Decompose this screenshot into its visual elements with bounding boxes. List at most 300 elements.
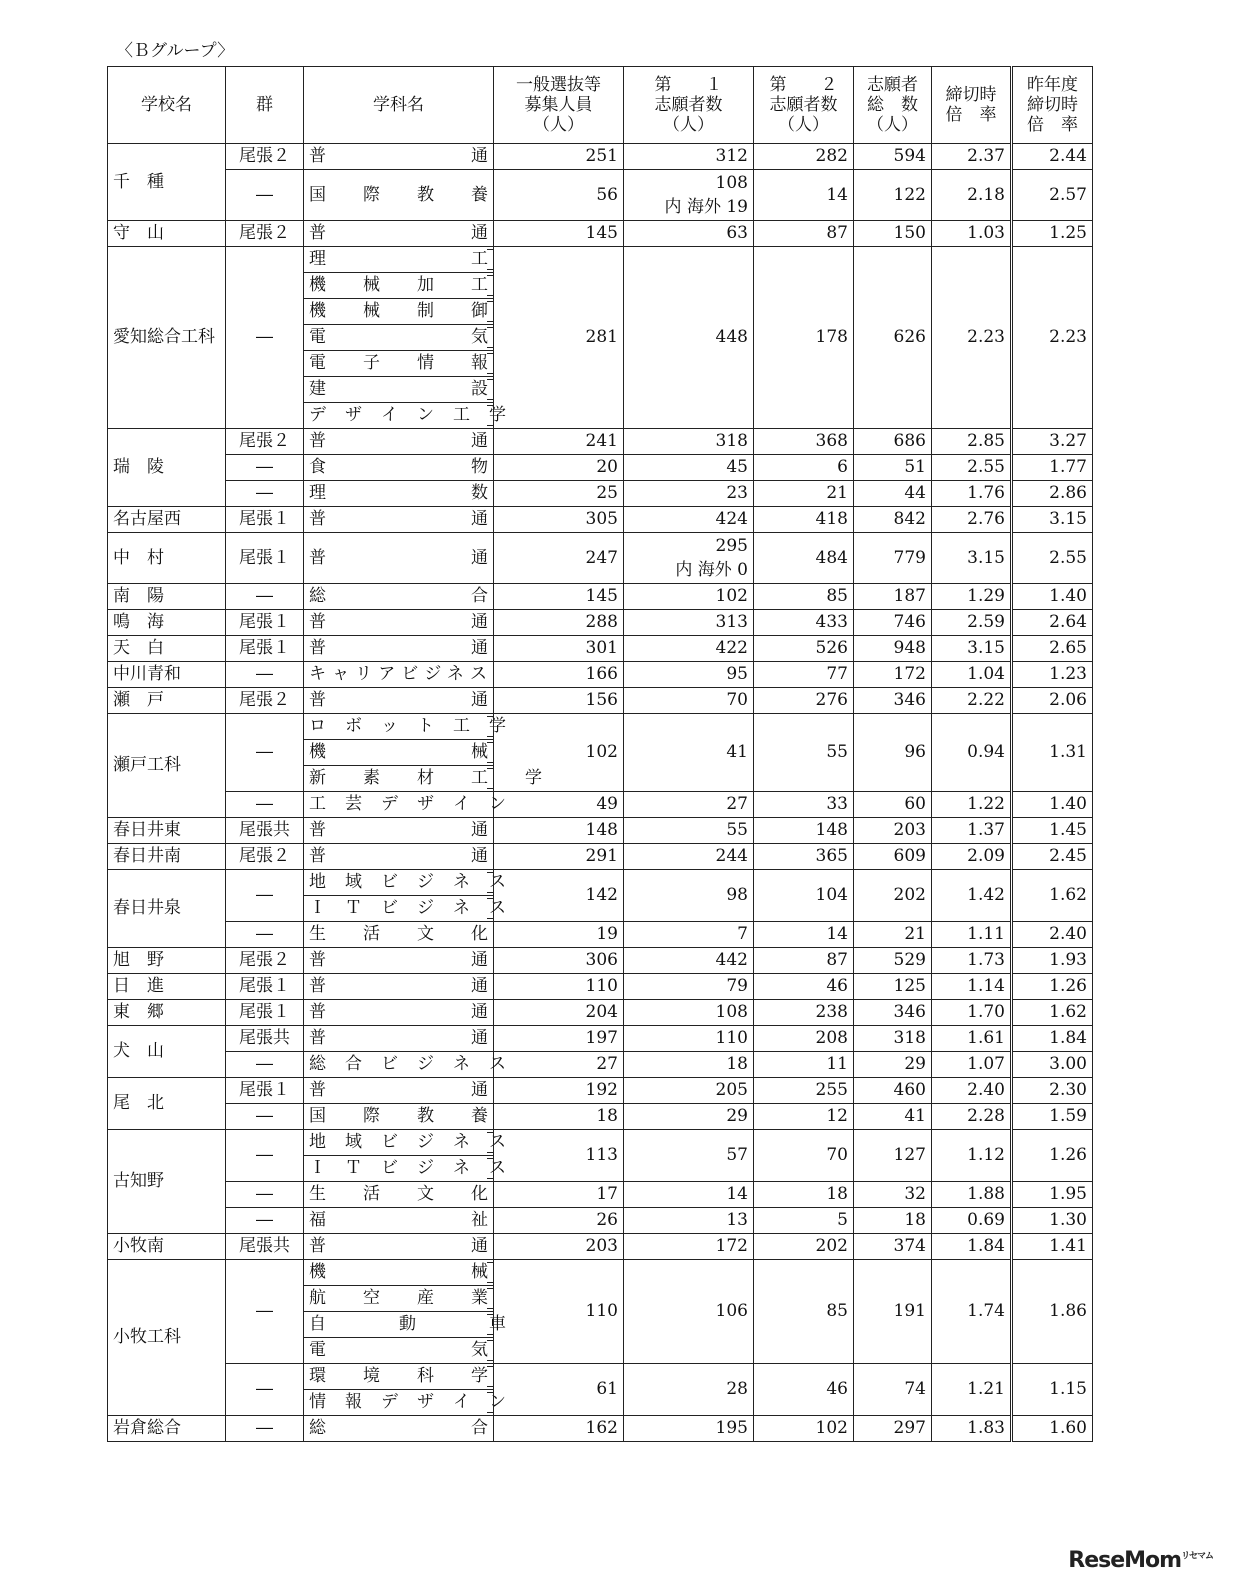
school-name: 日 進 (108, 974, 226, 1000)
dept-name: 生 活 文 化 (304, 922, 494, 948)
dept-name: 普 通 (304, 144, 494, 170)
capacity-cell: 192 (494, 1078, 624, 1104)
second-applicants-cell: 77 (754, 662, 854, 688)
dept-name: 生 活 文 化 (304, 1182, 494, 1208)
prev-ratio-cell: 1.77 (1012, 455, 1093, 481)
header-capacity: 一般選抜等 募集人員 （人） (494, 67, 624, 144)
school-name: 南 陽 (108, 584, 226, 610)
total-applicants-cell: 686 (854, 429, 932, 455)
dept-name: 電 気 (304, 325, 494, 351)
ratio-cell: 1.61 (932, 1026, 1012, 1052)
dept-name: キャリアビジネス (304, 662, 494, 688)
total-applicants-cell: 41 (854, 1104, 932, 1130)
ratio-cell: 2.85 (932, 429, 1012, 455)
group-cell: 尾張１ (226, 636, 304, 662)
group-cell: 尾張１ (226, 610, 304, 636)
first-applicants-cell: 108 (624, 1000, 754, 1026)
dept-name: 総 合 ビ ジ ネ ス (304, 1052, 494, 1078)
total-applicants-cell: 318 (854, 1026, 932, 1052)
group-cell: ― (226, 247, 304, 429)
ratio-cell: 1.21 (932, 1364, 1012, 1416)
group-cell: 尾張共 (226, 1234, 304, 1260)
ratio-cell: 1.11 (932, 922, 1012, 948)
table-row (108, 144, 1093, 170)
school-name: 犬 山 (108, 1026, 226, 1078)
group-cell: ― (226, 1104, 304, 1130)
total-applicants-cell: 948 (854, 636, 932, 662)
first-applicants-cell: 318 (624, 429, 754, 455)
dept-name: 理 数 (304, 481, 494, 507)
dept-name: 普 通 (304, 1000, 494, 1026)
dept-name: 機 械 (304, 1260, 494, 1286)
group-cell: 尾張２ (226, 948, 304, 974)
second-applicants-cell: 208 (754, 1026, 854, 1052)
dept-name: 普 通 (304, 507, 494, 533)
dept-name: Ｉ Ｔ ビ ジ ネ ス (304, 896, 494, 922)
first-applicants-cell: 18 (624, 1052, 754, 1078)
total-applicants-cell: 18 (854, 1208, 932, 1234)
capacity-cell: 17 (494, 1182, 624, 1208)
dept-name: 総 合 (304, 1416, 494, 1442)
table-row (108, 455, 1093, 481)
total-applicants-cell: 172 (854, 662, 932, 688)
prev-ratio-cell: 1.25 (1012, 221, 1093, 247)
total-applicants-cell: 21 (854, 922, 932, 948)
capacity-cell: 197 (494, 1026, 624, 1052)
total-applicants-cell: 191 (854, 1260, 932, 1364)
total-applicants-cell: 122 (854, 170, 932, 221)
capacity-cell: 203 (494, 1234, 624, 1260)
second-applicants-cell: 418 (754, 507, 854, 533)
dept-name: 普 通 (304, 688, 494, 714)
dept-name: 建 設 (304, 377, 494, 403)
ratio-cell: 3.15 (932, 636, 1012, 662)
ratio-cell: 1.88 (932, 1182, 1012, 1208)
table-row (108, 948, 1093, 974)
total-applicants-cell: 150 (854, 221, 932, 247)
prev-ratio-cell: 1.41 (1012, 1234, 1093, 1260)
prev-ratio-cell: 2.57 (1012, 170, 1093, 221)
second-applicants-cell: 282 (754, 144, 854, 170)
group-cell: 尾張共 (226, 818, 304, 844)
dept-name: 国 際 教 養 (304, 1104, 494, 1130)
first-applicants-cell: 448 (624, 247, 754, 429)
second-applicants-cell: 46 (754, 974, 854, 1000)
group-cell: ― (226, 170, 304, 221)
table-row (108, 714, 1093, 740)
table-body (108, 144, 1093, 1442)
school-name: 中 村 (108, 533, 226, 584)
capacity-cell: 204 (494, 1000, 624, 1026)
capacity-cell: 102 (494, 714, 624, 792)
total-applicants-cell: 51 (854, 455, 932, 481)
header-first: 第 １ 志願者数 （人） (624, 67, 754, 144)
capacity-cell: 305 (494, 507, 624, 533)
group-cell: ― (226, 1208, 304, 1234)
capacity-cell: 288 (494, 610, 624, 636)
second-applicants-cell: 87 (754, 221, 854, 247)
prev-ratio-cell: 2.45 (1012, 844, 1093, 870)
table-row (108, 636, 1093, 662)
dept-name: 普 通 (304, 818, 494, 844)
prev-ratio-cell: 2.30 (1012, 1078, 1093, 1104)
capacity-cell: 281 (494, 247, 624, 429)
dept-name: 普 通 (304, 1078, 494, 1104)
capacity-cell: 291 (494, 844, 624, 870)
group-cell: ― (226, 1052, 304, 1078)
group-cell: ― (226, 584, 304, 610)
ratio-cell: 1.74 (932, 1260, 1012, 1364)
first-applicants-cell: 63 (624, 221, 754, 247)
capacity-cell: 142 (494, 870, 624, 922)
first-applicants-cell: 14 (624, 1182, 754, 1208)
group-cell: ― (226, 792, 304, 818)
school-name: 小牧工科 (108, 1260, 226, 1416)
first-applicants-cell: 23 (624, 481, 754, 507)
first-applicants-cell: 313 (624, 610, 754, 636)
ratio-cell: 1.04 (932, 662, 1012, 688)
school-name: 小牧南 (108, 1234, 226, 1260)
capacity-cell: 156 (494, 688, 624, 714)
table-row (108, 662, 1093, 688)
prev-ratio-cell: 3.00 (1012, 1052, 1093, 1078)
prev-ratio-cell: 1.59 (1012, 1104, 1093, 1130)
first-applicants-cell: 28 (624, 1364, 754, 1416)
dept-name: 電 気 (304, 1338, 494, 1364)
second-applicants-cell: 276 (754, 688, 854, 714)
prev-ratio-cell: 1.40 (1012, 792, 1093, 818)
second-applicants-cell: 12 (754, 1104, 854, 1130)
group-cell: 尾張２ (226, 844, 304, 870)
prev-ratio-cell: 2.86 (1012, 481, 1093, 507)
capacity-cell: 19 (494, 922, 624, 948)
dept-name: 総 合 (304, 584, 494, 610)
capacity-cell: 113 (494, 1130, 624, 1182)
table-row (108, 870, 1093, 896)
school-name: 旭 野 (108, 948, 226, 974)
table-row (108, 221, 1093, 247)
first-applicants-cell: 442 (624, 948, 754, 974)
second-applicants-cell: 14 (754, 922, 854, 948)
group-cell: ― (226, 1182, 304, 1208)
resemom-logo: ReseMom$^{リセマム}$ (1068, 1548, 1213, 1573)
first-applicants-cell: 70 (624, 688, 754, 714)
school-name: 愛知総合工科 (108, 247, 226, 429)
overseas-note: 内 海外 19 (664, 197, 748, 217)
group-cell: 尾張１ (226, 533, 304, 584)
table-row (108, 1416, 1093, 1442)
header-prev: 昨年度 締切時 倍 率 (1012, 67, 1093, 144)
first-applicants-cell: 27 (624, 792, 754, 818)
dept-name: 機 械 (304, 740, 494, 766)
prev-ratio-cell: 2.55 (1012, 533, 1093, 584)
total-applicants-cell: 60 (854, 792, 932, 818)
second-applicants-cell: 368 (754, 429, 854, 455)
table-row (108, 1104, 1093, 1130)
table-row (108, 1208, 1093, 1234)
second-applicants-cell: 33 (754, 792, 854, 818)
first-applicants-cell: 57 (624, 1130, 754, 1182)
total-applicants-cell: 529 (854, 948, 932, 974)
second-applicants-cell: 14 (754, 170, 854, 221)
ratio-cell: 2.18 (932, 170, 1012, 221)
capacity-cell: 18 (494, 1104, 624, 1130)
ratio-cell: 1.42 (932, 870, 1012, 922)
second-applicants-cell: 87 (754, 948, 854, 974)
ratio-cell: 1.73 (932, 948, 1012, 974)
prev-ratio-cell: 3.15 (1012, 507, 1093, 533)
total-applicants-cell: 460 (854, 1078, 932, 1104)
capacity-cell: 27 (494, 1052, 624, 1078)
capacity-cell: 241 (494, 429, 624, 455)
dept-name: 地 域 ビ ジ ネ ス (304, 870, 494, 896)
prev-ratio-cell: 1.40 (1012, 584, 1093, 610)
prev-ratio-cell: 1.60 (1012, 1416, 1093, 1442)
second-applicants-cell: 21 (754, 481, 854, 507)
capacity-cell: 247 (494, 533, 624, 584)
applicant-table (107, 66, 1093, 1442)
school-name: 中川青和 (108, 662, 226, 688)
dept-name: 環 境 科 学 (304, 1364, 494, 1390)
ratio-cell: 1.29 (932, 584, 1012, 610)
group-cell: 尾張１ (226, 507, 304, 533)
school-name: 名古屋西 (108, 507, 226, 533)
capacity-cell: 148 (494, 818, 624, 844)
group-cell: ― (226, 870, 304, 922)
header-total: 志願者 総 数 （人） (854, 67, 932, 144)
dept-name: 新 素 材 工 学 (304, 766, 494, 792)
table-row (108, 974, 1093, 1000)
prev-ratio-cell: 2.64 (1012, 610, 1093, 636)
ratio-cell: 2.37 (932, 144, 1012, 170)
total-applicants-cell: 127 (854, 1130, 932, 1182)
total-applicants-cell: 203 (854, 818, 932, 844)
prev-ratio-cell: 2.65 (1012, 636, 1093, 662)
group-cell: ― (226, 714, 304, 792)
table-row (108, 922, 1093, 948)
table-row (108, 1260, 1093, 1286)
capacity-cell: 110 (494, 1260, 624, 1364)
school-name: 守 山 (108, 221, 226, 247)
capacity-cell: 162 (494, 1416, 624, 1442)
group-cell: 尾張２ (226, 429, 304, 455)
school-name: 天 白 (108, 636, 226, 662)
capacity-cell: 251 (494, 144, 624, 170)
first-applicants-cell: 95 (624, 662, 754, 688)
second-applicants-cell: 484 (754, 533, 854, 584)
total-applicants-cell: 125 (854, 974, 932, 1000)
capacity-cell: 20 (494, 455, 624, 481)
dept-name: 理 工 (304, 247, 494, 273)
prev-ratio-cell: 1.26 (1012, 1130, 1093, 1182)
ratio-cell: 1.83 (932, 1416, 1012, 1442)
capacity-cell: 166 (494, 662, 624, 688)
second-applicants-cell: 238 (754, 1000, 854, 1026)
table-row (108, 247, 1093, 273)
total-applicants-cell: 626 (854, 247, 932, 429)
prev-ratio-cell: 1.31 (1012, 714, 1093, 792)
total-applicants-cell: 346 (854, 688, 932, 714)
table-row (108, 1234, 1093, 1260)
school-name: 瀬戸工科 (108, 714, 226, 818)
school-name: 鳴 海 (108, 610, 226, 636)
prev-ratio-cell: 1.45 (1012, 818, 1093, 844)
table-row (108, 1026, 1093, 1052)
second-applicants-cell: 178 (754, 247, 854, 429)
first-applicants-cell: 424 (624, 507, 754, 533)
first-applicants-cell: 79 (624, 974, 754, 1000)
ratio-cell: 2.76 (932, 507, 1012, 533)
school-name: 瑞 陵 (108, 429, 226, 507)
group-cell: ― (226, 1416, 304, 1442)
table-row (108, 1052, 1093, 1078)
second-applicants-cell: 46 (754, 1364, 854, 1416)
second-applicants-cell: 6 (754, 455, 854, 481)
dept-name: 普 通 (304, 636, 494, 662)
ratio-cell: 1.14 (932, 974, 1012, 1000)
school-name: 春日井東 (108, 818, 226, 844)
group-cell: 尾張共 (226, 1026, 304, 1052)
ratio-cell: 1.37 (932, 818, 1012, 844)
second-applicants-cell: 85 (754, 584, 854, 610)
prev-ratio-cell: 1.15 (1012, 1364, 1093, 1416)
table-row (108, 481, 1093, 507)
capacity-cell: 110 (494, 974, 624, 1000)
dept-name: 機 械 加 工 (304, 273, 494, 299)
total-applicants-cell: 374 (854, 1234, 932, 1260)
ratio-cell: 2.40 (932, 1078, 1012, 1104)
group-cell: ― (226, 481, 304, 507)
ratio-cell: 2.55 (932, 455, 1012, 481)
capacity-cell: 306 (494, 948, 624, 974)
prev-ratio-cell: 1.26 (1012, 974, 1093, 1000)
capacity-cell: 26 (494, 1208, 624, 1234)
group-cell: ― (226, 1364, 304, 1416)
prev-ratio-cell: 2.40 (1012, 922, 1093, 948)
first-applicants-value: 108 (715, 173, 748, 193)
ratio-cell: 2.09 (932, 844, 1012, 870)
table-row (108, 1078, 1093, 1104)
table-row (108, 818, 1093, 844)
second-applicants-cell: 85 (754, 1260, 854, 1364)
dept-name: 普 通 (304, 948, 494, 974)
total-applicants-cell: 96 (854, 714, 932, 792)
dept-name: 普 通 (304, 429, 494, 455)
group-cell: 尾張１ (226, 1078, 304, 1104)
prev-ratio-cell: 2.06 (1012, 688, 1093, 714)
table-row (108, 170, 1093, 221)
ratio-cell: 0.94 (932, 714, 1012, 792)
first-applicants-cell: 110 (624, 1026, 754, 1052)
second-applicants-cell: 433 (754, 610, 854, 636)
first-applicants-cell: 172 (624, 1234, 754, 1260)
dept-name: 普 通 (304, 221, 494, 247)
header-second: 第 ２ 志願者数 （人） (754, 67, 854, 144)
header-school: 学校名 (108, 67, 226, 144)
group-cell: 尾張１ (226, 974, 304, 1000)
table-row (108, 533, 1093, 584)
ratio-cell: 2.59 (932, 610, 1012, 636)
prev-ratio-cell: 3.27 (1012, 429, 1093, 455)
second-applicants-cell: 104 (754, 870, 854, 922)
total-applicants-cell: 842 (854, 507, 932, 533)
prev-ratio-cell: 1.62 (1012, 1000, 1093, 1026)
dept-name: 普 通 (304, 1026, 494, 1052)
table-row (108, 1182, 1093, 1208)
prev-ratio-cell: 1.93 (1012, 948, 1093, 974)
dept-name: ロ ボ ッ ト 工 学 (304, 714, 494, 740)
school-name: 春日井泉 (108, 870, 226, 948)
table-row (108, 688, 1093, 714)
first-applicants-cell: 13 (624, 1208, 754, 1234)
first-applicants-cell: 98 (624, 870, 754, 922)
second-applicants-cell: 365 (754, 844, 854, 870)
capacity-cell: 145 (494, 584, 624, 610)
first-applicants-cell: 29 (624, 1104, 754, 1130)
ratio-cell: 2.22 (932, 688, 1012, 714)
ratio-cell: 1.12 (932, 1130, 1012, 1182)
second-applicants-cell: 526 (754, 636, 854, 662)
group-cell: ― (226, 455, 304, 481)
capacity-cell: 25 (494, 481, 624, 507)
total-applicants-cell: 297 (854, 1416, 932, 1442)
dept-name: 食 物 (304, 455, 494, 481)
group-cell: 尾張２ (226, 688, 304, 714)
school-name: 千 種 (108, 144, 226, 221)
second-applicants-cell: 55 (754, 714, 854, 792)
header-dept: 学科名 (304, 67, 494, 144)
second-applicants-cell: 255 (754, 1078, 854, 1104)
dept-name: 普 通 (304, 844, 494, 870)
dept-name: デ ザ イ ン 工 学 (304, 403, 494, 429)
ratio-cell: 1.76 (932, 481, 1012, 507)
first-applicants-cell: 102 (624, 584, 754, 610)
total-applicants-cell: 594 (854, 144, 932, 170)
total-applicants-cell: 32 (854, 1182, 932, 1208)
first-applicants-cell: 7 (624, 922, 754, 948)
prev-ratio-cell: 2.44 (1012, 144, 1093, 170)
school-name: 東 郷 (108, 1000, 226, 1026)
dept-name: 地 域 ビ ジ ネ ス (304, 1130, 494, 1156)
first-applicants-cell: 55 (624, 818, 754, 844)
table-row (108, 1130, 1093, 1156)
ratio-cell: 1.07 (932, 1052, 1012, 1078)
total-applicants-cell: 29 (854, 1052, 932, 1078)
table-header-row (108, 67, 1093, 144)
group-cell: ― (226, 1260, 304, 1364)
group-cell: 尾張２ (226, 221, 304, 247)
table-row (108, 844, 1093, 870)
dept-name: 普 通 (304, 974, 494, 1000)
table-row (108, 792, 1093, 818)
ratio-cell: 1.22 (932, 792, 1012, 818)
second-applicants-cell: 18 (754, 1182, 854, 1208)
ratio-cell: 3.15 (932, 533, 1012, 584)
dept-name: 電 子 情 報 (304, 351, 494, 377)
overseas-note: 内 海外 0 (675, 560, 748, 580)
first-applicants-cell (624, 170, 754, 221)
ratio-cell: 2.28 (932, 1104, 1012, 1130)
header-ratio: 締切時 倍 率 (932, 67, 1012, 144)
dept-name: 工 芸 デ ザ イ ン (304, 792, 494, 818)
total-applicants-cell: 74 (854, 1364, 932, 1416)
ratio-cell: 2.23 (932, 247, 1012, 429)
dept-name: 機 械 制 御 (304, 299, 494, 325)
total-applicants-cell: 746 (854, 610, 932, 636)
first-applicants-cell: 422 (624, 636, 754, 662)
total-applicants-cell: 44 (854, 481, 932, 507)
dept-name: 情 報 デ ザ イ ン (304, 1390, 494, 1416)
